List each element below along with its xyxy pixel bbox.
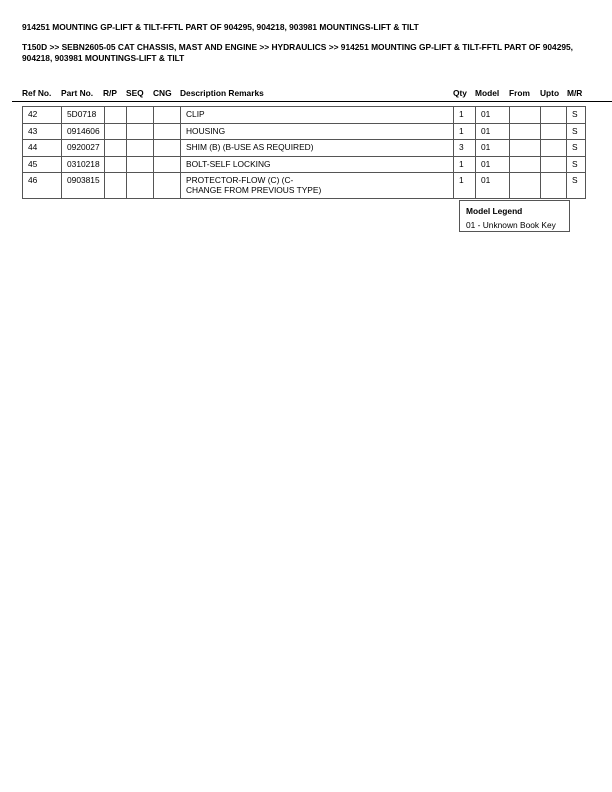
cell-upto [541,173,567,199]
model-legend [459,200,570,232]
cell-seq [127,156,154,173]
table-row [23,140,586,157]
cell-description: BOLT-SELF LOCKING [181,156,454,173]
table-row [23,107,586,124]
legend-item: 01 - Unknown Book Key [466,220,556,230]
cell-part-no: 0310218 [62,156,105,173]
col-header-part-no: Part No. [61,88,94,98]
parts-table [22,106,586,199]
cell-description: CLIP [181,107,454,124]
cell-description: HOUSING [181,123,454,140]
cell-qty: 3 [454,140,476,157]
col-header-qty: Qty [453,88,467,98]
cell-cng [154,173,181,199]
cell-part-no: 0914606 [62,123,105,140]
cell-model: 01 [476,107,510,124]
page-title: 914251 MOUNTING GP-LIFT & TILT-FFTL PART OF 904295, 904218, 903981 MOUNTINGS-LIFT & TILT [22,22,419,32]
cell-ref-no: 42 [23,107,62,124]
cell-qty: 1 [454,173,476,199]
cell-upto [541,107,567,124]
cell-seq [127,140,154,157]
cell-cng [154,140,181,157]
cell-ref-no: 45 [23,156,62,173]
cell-mr: S [567,173,586,199]
cell-from [510,107,541,124]
cell-rp [105,107,127,124]
cell-from [510,173,541,199]
cell-upto [541,140,567,157]
cell-model: 01 [476,173,510,199]
col-header-rp: R/P [103,88,117,98]
cell-rp [105,173,127,199]
col-header-from: From [509,88,530,98]
col-header-mr: M/R [567,88,583,98]
cell-mr: S [567,107,586,124]
cell-ref-no: 44 [23,140,62,157]
cell-seq [127,107,154,124]
col-header-description: Description Remarks [180,88,264,98]
cell-cng [154,123,181,140]
cell-upto [541,123,567,140]
col-header-upto: Upto [540,88,560,98]
cell-mr: S [567,123,586,140]
col-header-cng: CNG [153,88,172,98]
cell-description: PROTECTOR-FLOW (C) (C- CHANGE FROM PREVIOUS TYPE) [181,173,454,199]
cell-seq [127,123,154,140]
cell-part-no: 0920027 [62,140,105,157]
cell-seq [127,173,154,199]
cell-model: 01 [476,140,510,157]
cell-from [510,156,541,173]
cell-model: 01 [476,156,510,173]
table-row [23,173,586,199]
legend-title: Model Legend [466,206,523,216]
cell-cng [154,156,181,173]
cell-mr: S [567,156,586,173]
cell-model: 01 [476,123,510,140]
table-row [23,156,586,173]
cell-rp [105,140,127,157]
cell-rp [105,123,127,140]
cell-rp [105,156,127,173]
cell-mr: S [567,140,586,157]
cell-from [510,140,541,157]
cell-part-no: 0903815 [62,173,105,199]
col-header-ref-no: Ref No. [22,88,52,98]
cell-qty: 1 [454,107,476,124]
cell-ref-no: 43 [23,123,62,140]
cell-qty: 1 [454,123,476,140]
cell-description: SHIM (B) (B-USE AS REQUIRED) [181,140,454,157]
header-divider [12,101,612,102]
breadcrumb: T150D >> SEBN2605-05 CAT CHASSIS, MAST AND ENGINE >> HYDRAULICS >> 914251 MOUNTING GP-LIFT & TILT-FFTL PART OF 904295, 904218, 903981 MOUNTINGS-LIFT & TILT [22,42,574,63]
cell-upto [541,156,567,173]
col-header-model: Model [475,88,500,98]
cell-qty: 1 [454,156,476,173]
cell-ref-no: 46 [23,173,62,199]
cell-from [510,123,541,140]
col-header-seq: SEQ [126,88,144,98]
cell-cng [154,107,181,124]
cell-part-no: 5D0718 [62,107,105,124]
table-row [23,123,586,140]
